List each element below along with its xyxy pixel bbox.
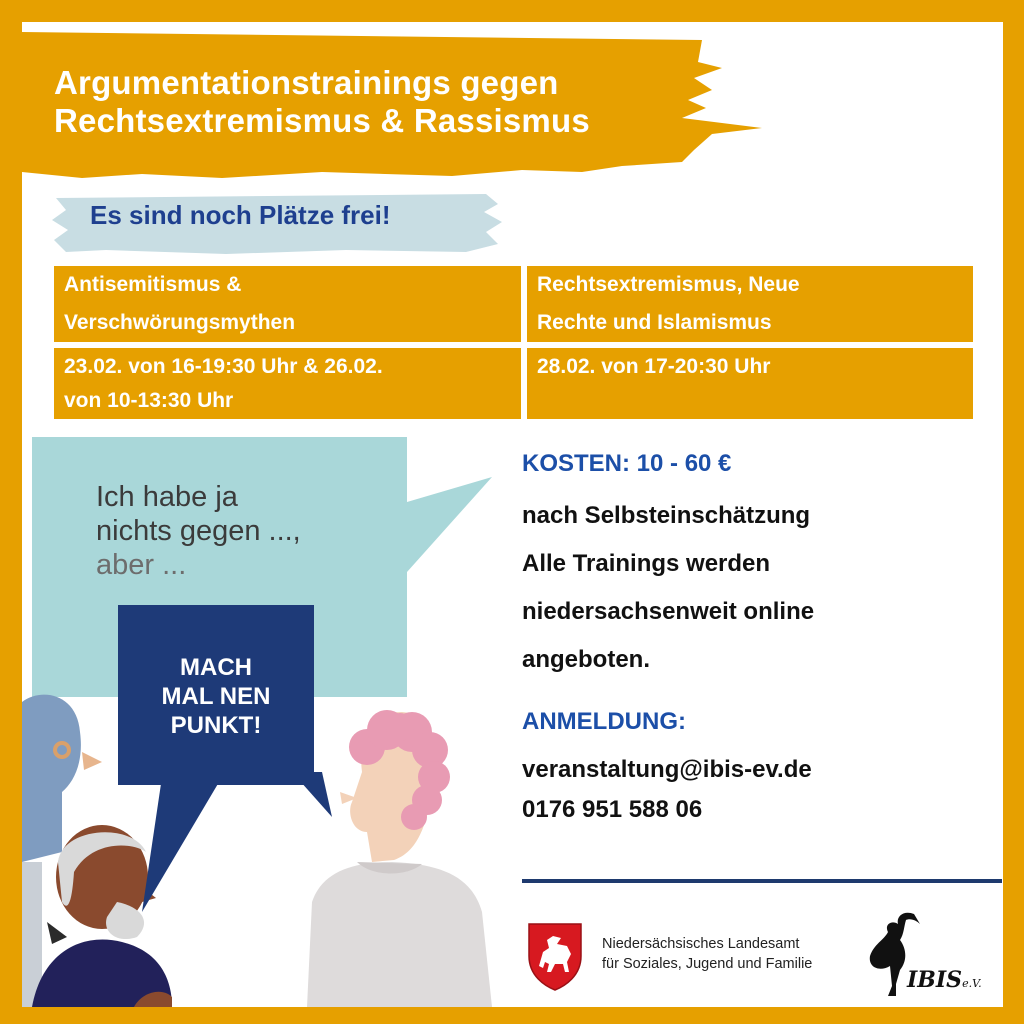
quote-line-3: aber ... — [96, 549, 187, 581]
agency-line-2: für Soziales, Jugend und Familie — [602, 956, 813, 972]
training-topic-1 — [54, 266, 521, 342]
flyer — [22, 22, 1003, 1007]
reply-line-3: PUNKT! — [170, 712, 262, 739]
availability-banner: Es sind noch Plätze frei! — [90, 200, 391, 230]
training-schedule-2-line-1: 28.02. von 17-20:30 Uhr — [537, 355, 771, 378]
training-topic-1-line-2: Verschwörungsmythen — [64, 311, 296, 334]
agency-line-1: Niedersächsisches Landesamt — [602, 936, 800, 952]
ibis-logo-text: IBIS — [907, 967, 963, 993]
reply-line-2: MAL NEN — [161, 683, 271, 710]
costs-line-1: nach Selbsteinschätzung — [522, 502, 811, 529]
title-line-1: Argumentationstrainings gegen — [54, 64, 559, 101]
registration-details — [522, 750, 812, 830]
costs-line-2: Alle Trainings werden — [522, 550, 771, 577]
training-schedule-1-line-1: 23.02. von 16-19:30 Uhr & 26.02. — [64, 355, 383, 378]
training-topic-2-line-1: Rechtsextremismus, Neue — [537, 273, 800, 296]
costs-details — [522, 492, 814, 684]
page-title — [54, 64, 590, 140]
registration-email[interactable]: veranstaltung@ibis-ev.de — [522, 756, 812, 783]
costs-label: KOSTEN: 10 - 60 € — [522, 450, 732, 477]
training-topic-1-line-1: Antisemitismus & — [64, 273, 242, 296]
quote-line-1: Ich habe ja — [96, 481, 238, 513]
ibis-logo — [907, 967, 982, 993]
quote-line-2: nichts gegen ..., — [96, 515, 301, 547]
title-line-2: Rechtsextremismus & Rassismus — [54, 102, 590, 139]
divider — [522, 879, 1002, 883]
training-schedule-1-line-2: von 10-13:30 Uhr — [64, 389, 234, 412]
costs-line-4: angeboten. — [522, 646, 651, 673]
reply-box — [118, 605, 314, 785]
training-topic-2-line-2: Rechte und Islamismus — [537, 311, 772, 334]
registration-label: ANMELDUNG: — [522, 708, 686, 735]
registration-phone[interactable]: 0176 951 588 06 — [522, 796, 703, 823]
costs-line-3: niedersachsenweit online — [522, 598, 815, 625]
training-topic-2 — [527, 266, 973, 342]
lower-saxony-coat-of-arms-icon — [527, 922, 583, 992]
training-schedule-1 — [54, 348, 521, 419]
agency-name — [602, 934, 812, 974]
speech-bubble-quote — [96, 480, 301, 582]
training-schedule-2 — [527, 348, 973, 419]
ibis-logo-suffix: e.V. — [962, 977, 982, 990]
reply-line-1: MACH — [180, 654, 252, 681]
